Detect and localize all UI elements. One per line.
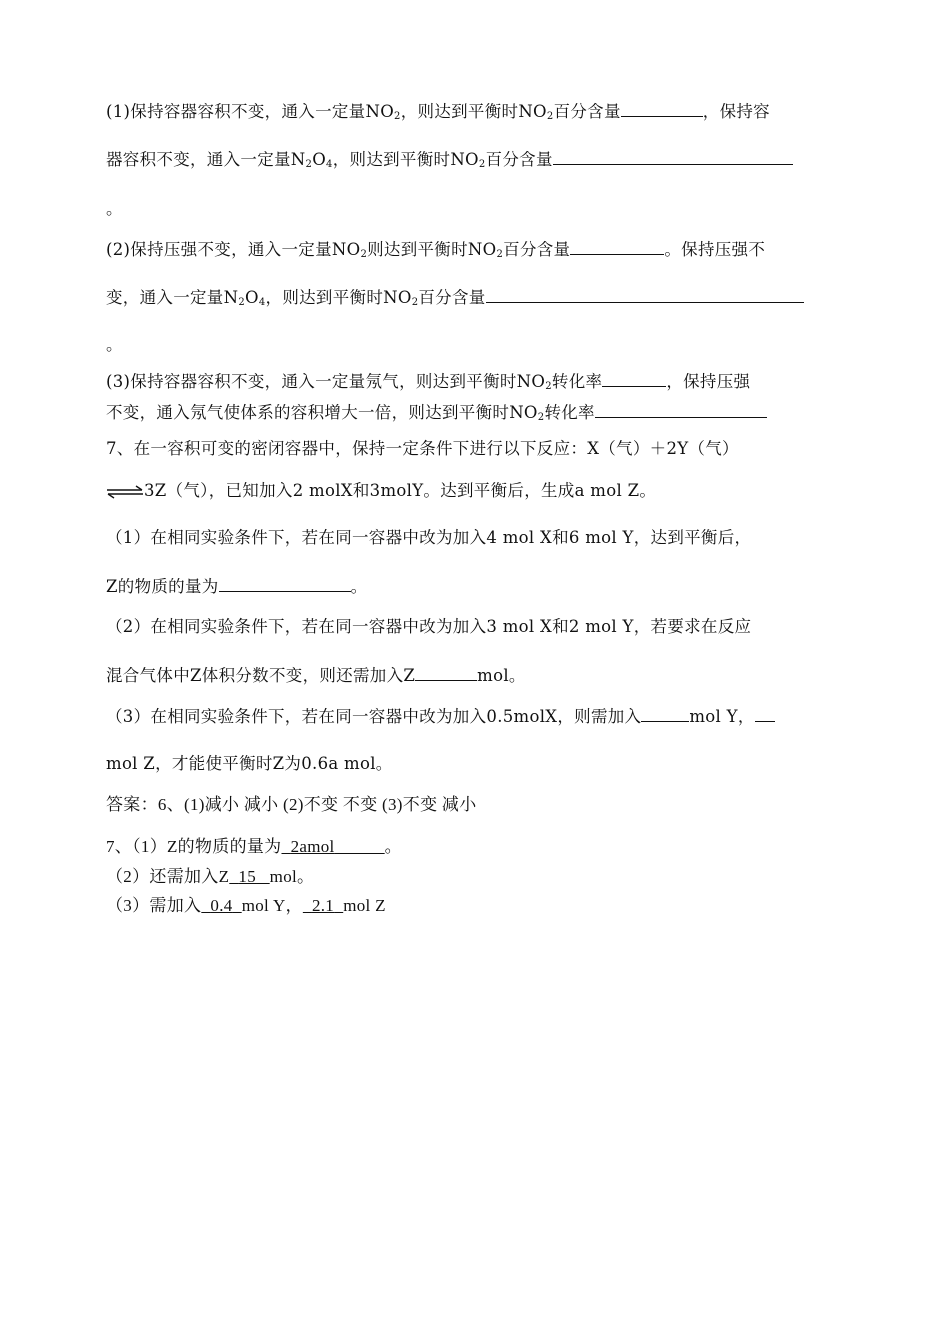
text: 百分含量 — [503, 240, 571, 259]
text: （3）在相同实验条件下，若在同一容器中改为加入0.5molX，则需加入 — [106, 707, 642, 726]
text: 7、（1）Z的物质的量为 — [106, 837, 282, 856]
answer-blank — [570, 238, 664, 255]
text: 。 — [350, 577, 368, 596]
q7-intro-line2 — [106, 480, 656, 502]
answer-blank — [621, 100, 703, 117]
text: 转化率 — [551, 372, 603, 391]
text: (3)保持容器容积不变，通入一定量氖气，则达到平衡时NO — [106, 372, 546, 391]
text: (2)保持压强不变，通入一定量NO — [106, 240, 361, 259]
text: ，则达到平衡时NO — [332, 150, 479, 169]
text: Z的物质的量为 — [106, 577, 219, 596]
text: ，则达到平衡时NO — [265, 288, 412, 307]
text: 百分含量 — [418, 288, 486, 307]
text: 百分含量 — [553, 102, 621, 121]
answer-text: 2.1 — [311, 896, 335, 915]
text: 百分含量 — [485, 150, 553, 169]
subscript: 4 — [258, 297, 266, 308]
answer-blank — [595, 401, 767, 418]
subscript: 2 — [238, 297, 246, 308]
text: （3）需加入 — [106, 896, 202, 915]
text: O — [245, 288, 259, 307]
q6-part1-line2 — [106, 148, 793, 171]
text: 。 — [384, 837, 402, 856]
subscript: 2 — [546, 111, 554, 122]
answer-text: 2amol — [290, 837, 335, 856]
answer-text: 0.4 — [210, 896, 233, 915]
q6-part3-line2 — [106, 401, 767, 424]
text: mol Y， — [241, 896, 303, 915]
text: 不变，通入氖气使体系的容积增大一倍，则达到平衡时NO — [106, 403, 538, 422]
answers-q7-part1 — [106, 836, 402, 858]
answers-q7-part3 — [106, 895, 386, 917]
text: mol。 — [477, 666, 526, 685]
answer-value — [303, 896, 343, 915]
subscript: 2 — [496, 249, 504, 260]
text: ，保持压强 — [666, 372, 751, 391]
answer-value — [229, 867, 269, 886]
answer-blank — [486, 286, 804, 303]
subscript: 2 — [478, 159, 486, 170]
text: 器容积不变，通入一定量N — [106, 150, 306, 169]
subscript: 2 — [360, 249, 368, 260]
q6-part3-line1 — [106, 370, 750, 393]
answer-value — [281, 837, 384, 856]
subscript: 2 — [394, 111, 401, 122]
answer-blank — [641, 705, 689, 722]
q7-part2-line2 — [106, 664, 526, 687]
q6-part2-line2 — [106, 286, 804, 309]
subscript: 2 — [537, 412, 545, 423]
answer-value — [201, 896, 241, 915]
q6-part1-period: 。 — [106, 199, 123, 218]
text: O — [312, 150, 327, 169]
answer-blank — [219, 575, 351, 592]
q7-part1-line2 — [106, 575, 367, 598]
text: 转化率 — [544, 403, 595, 422]
answer-blank — [415, 664, 477, 681]
q6-part2-period: 。 — [106, 335, 123, 354]
subscript: 2 — [411, 297, 419, 308]
q6-part2-line1 — [106, 238, 765, 261]
text: ，则达到平衡时NO — [400, 102, 547, 121]
text: ，保持容 — [702, 102, 770, 121]
text: 则达到平衡时NO — [367, 240, 497, 259]
text: （2）还需加入Z — [106, 867, 230, 886]
text: 变，通入一定量N — [106, 288, 239, 307]
answer-blank — [755, 705, 775, 722]
subscript: 2 — [305, 159, 313, 170]
text: 3Z（气），已知加入2 molX和3molY。达到平衡后，生成a mol Z。 — [144, 481, 657, 500]
q7-part2-line1: （2）在相同实验条件下，若在同一容器中改为加入3 mol X和2 mol Y，若要求在反应 — [106, 617, 752, 636]
answers-q6: 答案：6、(1)减小 减小 (2)不变 不变 (3)不变 减小 — [106, 795, 477, 814]
answers-q7-part2 — [106, 866, 314, 888]
q6-part1-line1 — [106, 100, 770, 123]
q7-intro: 7、在一容积可变的密闭容器中，保持一定条件下进行以下反应：X（气）＋2Y（气） — [106, 439, 739, 458]
text: 混合气体中Z体积分数不变，则还需加入Z — [106, 666, 416, 685]
text: mol Y， — [689, 707, 755, 726]
subscript: 4 — [326, 159, 333, 170]
q7-part1-line1: （1）在相同实验条件下，若在同一容器中改为加入4 mol X和6 mol Y，达到平衡后， — [106, 528, 752, 547]
q7-part3-line2: mol Z，才能使平衡时Z为0.6a mol。 — [106, 754, 393, 773]
text: 。保持压强不 — [664, 240, 766, 259]
answer-blank — [602, 370, 666, 387]
text: (1)保持容器容积不变，通入一定量NO — [106, 102, 395, 121]
q7-part3-line1 — [106, 705, 775, 728]
subscript: 2 — [545, 381, 552, 392]
text: mol Z — [343, 896, 386, 915]
answer-text: 15 — [238, 867, 257, 886]
text: mol。 — [269, 867, 315, 886]
equilibrium-arrow-icon — [106, 485, 144, 499]
answer-blank — [553, 148, 793, 165]
